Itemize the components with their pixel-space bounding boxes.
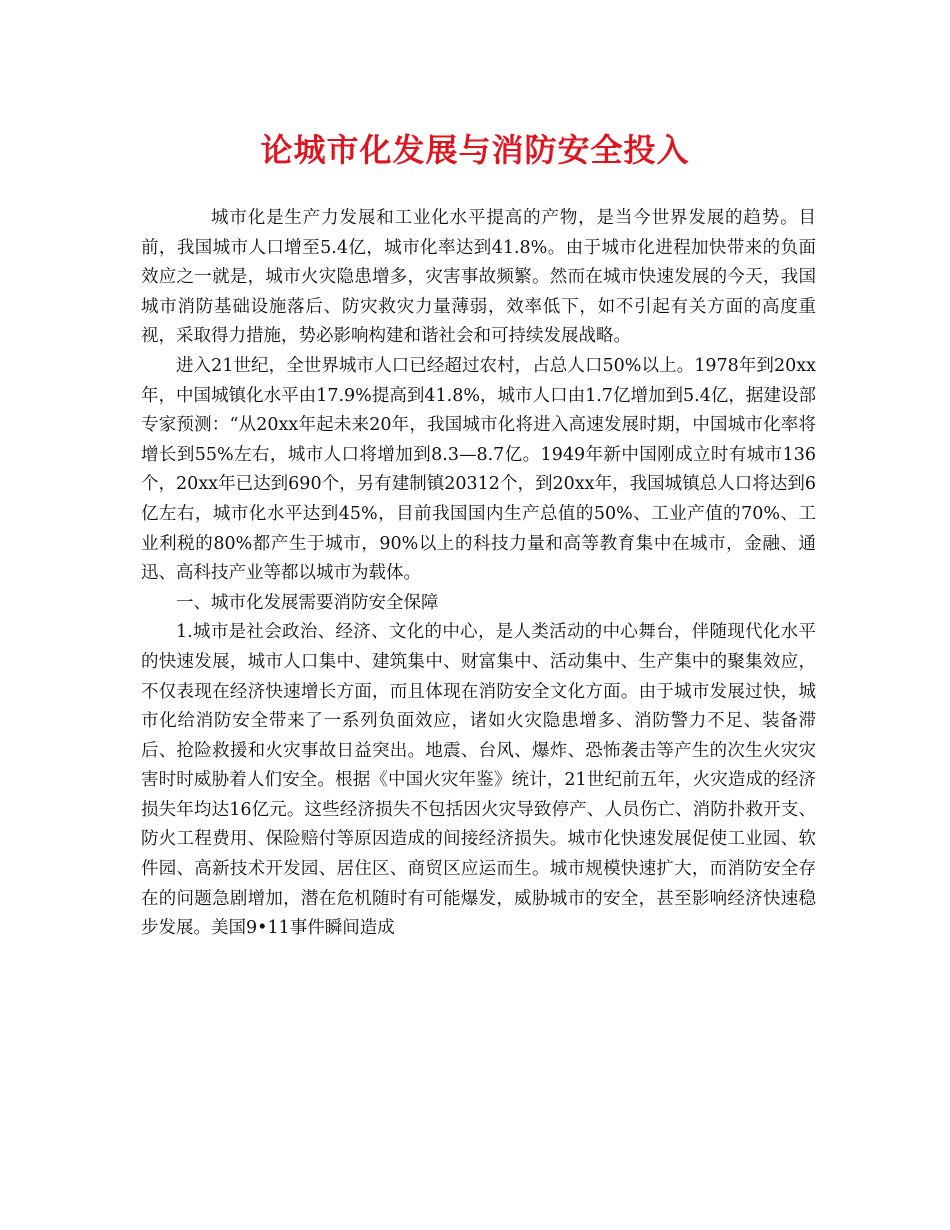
- paragraph-section-1: 1.城市是社会政治、经济、文化的中心，是人类活动的中心舞台，伴随现代化水平的快速发展，城市人口集中、建筑集中、财富集中、活动集中、生产集中的聚集效应，不仅表现在经济快速增长方面，而且体现在消防安全文化方面。由于城市发展过快，城市化给消防安全带来了一系列负面效应，诸如火灾隐患增多、消防警力不足、装备滞后、抢险救援和火灾事故日益突出。地震、台风、爆炸、恐怖袭击等产生的次生火灾灾害时时威胁着人们安全。根据《中国火灾年鉴》统计，21世纪前五年，火灾造成的经济损失年均达16亿元。这些经济损失不包括因火灾导致停产、人员伤亡、消防扑救开支、防火工程费用、保险赔付等原因造成的间接经济损失。城市化快速发展促使工业园、软件园、高新技术开发园、居住区、商贸区应运而生。城市规模快速扩大，而消防安全存在的问题急剧增加，潜在危机随时有可能爆发，威胁城市的安全，甚至影响经济快速稳步发展。美国9•11事件瞬间造成: [141, 622, 816, 939]
- section-heading: 一、城市化发展需要消防安全保障: [176, 592, 439, 613]
- paragraph-intro: 城市化是生产力发展和工业化水平提高的产物，是当今世界发展的趋势。目前，我国城市人口增至5.4亿，城市化率达到41.8%。由于城市化进程加快带来的负面效应之一就是，城市火灾隐患增多，灾害事故频繁。然而在城市快速发展的今天，我国城市消防基础设施落后、防灾救灾力量薄弱，效率低下，如不引起有关方面的高度重视，采取得力措施，势必影响构建和谐社会和可持续发展战略。: [141, 208, 816, 347]
- document-body: [141, 204, 816, 944]
- document-title: 论城市化发展与消防安全投入: [260, 131, 690, 169]
- paragraph-statistics: 进入21世纪，全世界城市人口已经超过农村，占总人口50%以上。1978年到20xx年，中国城镇化水平由17.9%提高到41.8%，城市人口由1.7亿增加到5.4亿，据建设部专家预测：“从20xx年起未来20年，我国城市化将进入高速发展时期，中国城市化率将增长到55%左右，城市人口将增加到8.3—8.7亿。1949年新中国刚成立时有城市136个，20xx年已达到690个，另有建制镇20312个，到20xx年，我国城镇总人口将达到6亿左右，城市化水平达到45%，目前我国国内生产总值的50%、工业产值的70%、工业利税的80%都产生于城市，90%以上的科技力量和高等教育集中在城市，金融、通迅、高科技产业等都以城市为载体。: [141, 355, 816, 584]
